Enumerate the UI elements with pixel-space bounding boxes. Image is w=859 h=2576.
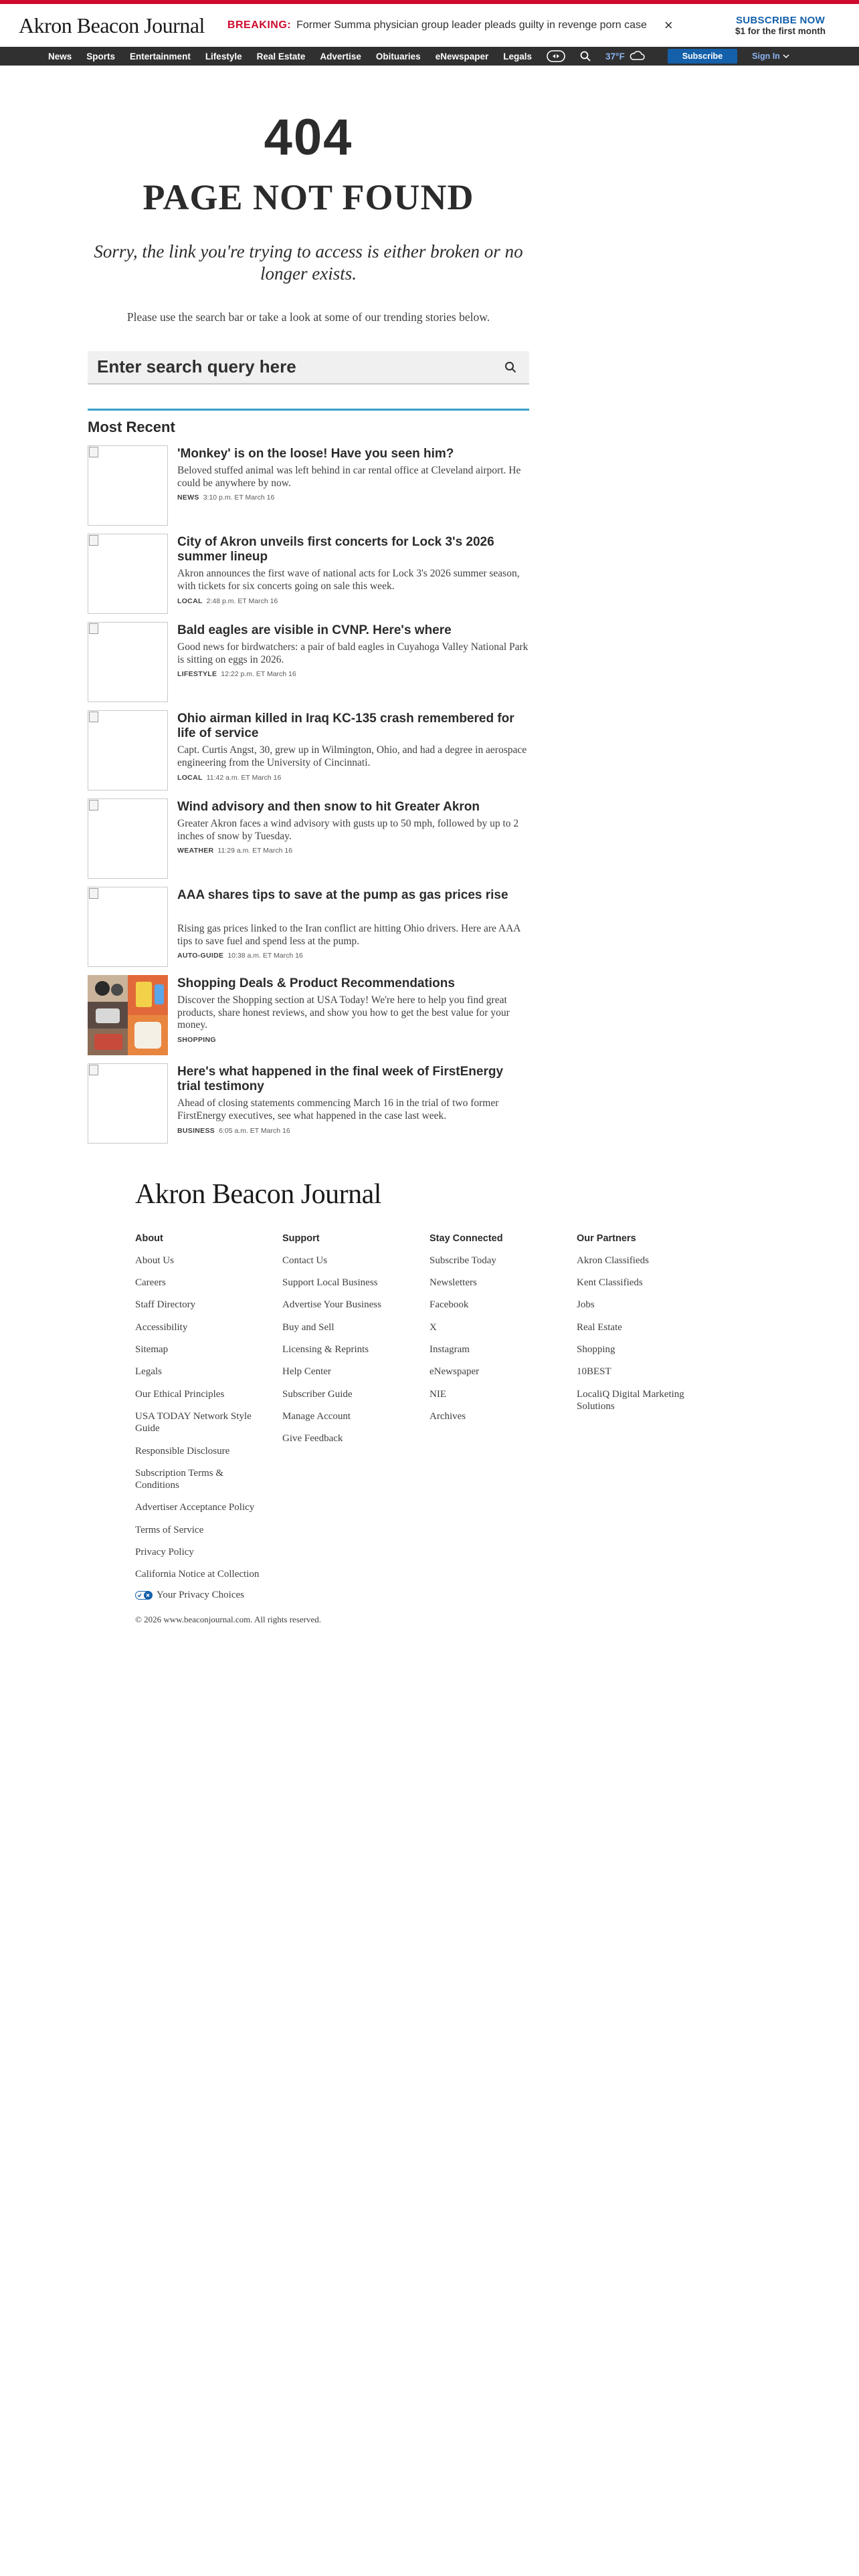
footer-link-give-feedback[interactable]: Give Feedback (282, 1433, 343, 1444)
breaking-label: BREAKING: (227, 19, 292, 31)
story-time: 11:42 a.m. ET March 16 (206, 773, 282, 782)
footer-link-facebook[interactable]: Facebook (430, 1299, 469, 1311)
story-summary: Good news for birdwatchers: a pair of bald eagles in Cuyahoga Valley National Park is sitting on eggs in 2026. (177, 641, 529, 665)
error-instructions: Please use the search bar or take a look at some of our trending stories below. (126, 310, 490, 324)
story-category: LOCAL (177, 597, 203, 605)
story-thumbnail[interactable] (88, 710, 168, 790)
story-meta (177, 847, 529, 855)
footer-col-about (135, 1233, 282, 1601)
section-divider (88, 409, 529, 411)
story-thumbnail[interactable] (88, 887, 168, 967)
close-icon[interactable]: × (664, 17, 673, 33)
footer-col-partners (577, 1233, 724, 1601)
footer-link-localiq[interactable]: LocaliQ Digital Marketing Solutions (577, 1388, 684, 1412)
subscribe-promo-price: $1 for the first month (735, 25, 826, 36)
subscribe-promo[interactable] (735, 15, 826, 37)
nav-item-legals[interactable]: Legals (503, 51, 533, 62)
footer-link-style-guide[interactable]: USA TODAY Network Style Guide (135, 1410, 252, 1434)
footer-col-heading: Stay Connected (430, 1232, 503, 1244)
footer-link-jobs[interactable]: Jobs (577, 1299, 595, 1311)
search-icon[interactable] (580, 51, 591, 62)
story-card[interactable] (88, 887, 529, 967)
footer-link-about-us[interactable]: About Us (135, 1255, 174, 1266)
error-message: Sorry, the link you're trying to access is either broken or no longer exists. (94, 241, 523, 284)
story-body (168, 887, 529, 967)
nav-item-sports[interactable]: Sports (86, 51, 116, 62)
footer-col-stay-connected (430, 1233, 577, 1601)
story-meta (177, 952, 529, 960)
story-card[interactable] (88, 1063, 529, 1144)
story-thumbnail[interactable] (88, 534, 168, 614)
broken-image-icon (89, 800, 98, 811)
nav-item-enewspaper[interactable]: eNewspaper (435, 51, 489, 62)
footer-logo[interactable]: Akron Beacon Journal (135, 1178, 381, 1210)
footer-link-privacy-policy[interactable]: Privacy Policy (135, 1547, 194, 1558)
sign-in-label: Sign In (752, 51, 780, 61)
footer-link-newsletters[interactable]: Newsletters (430, 1277, 477, 1289)
breaking-headline[interactable]: Former Summa physician group leader pleads guilty in revenge porn case (296, 19, 647, 31)
footer-link-california-notice[interactable]: California Notice at Collection (135, 1569, 260, 1580)
cloud-icon (629, 50, 645, 63)
story-category: NEWS (177, 494, 199, 502)
story-meta (177, 670, 529, 678)
story-thumbnail[interactable] (88, 1063, 168, 1144)
weather-widget[interactable] (605, 50, 645, 63)
footer-link-x[interactable]: X (430, 1321, 437, 1333)
shopping-thumbnail[interactable] (88, 975, 168, 1055)
footer-link-terms-of-service[interactable]: Terms of Service (135, 1524, 204, 1535)
story-body (168, 622, 529, 702)
error-code: 404 (264, 109, 353, 166)
story-headline[interactable]: Here's what happened in the final week of FirstEnergy trial testimony (177, 1064, 504, 1094)
footer-link-contact-us[interactable]: Contact Us (282, 1255, 328, 1266)
story-body (168, 710, 529, 790)
footer-link-kent-classifieds[interactable]: Kent Classifieds (577, 1277, 643, 1289)
story-category: WEATHER (177, 847, 214, 855)
broken-image-icon (89, 447, 98, 457)
privacy-choices-link[interactable] (135, 1590, 282, 1601)
story-card[interactable] (88, 798, 529, 879)
footer-link-subscriber-guide[interactable]: Subscriber Guide (282, 1388, 353, 1400)
story-headline[interactable]: Wind advisory and then snow to hit Greater Akron (177, 799, 480, 814)
story-summary: Greater Akron faces a wind advisory with gusts up to 50 mph, followed by up to 2 inches of snow by Tuesday. (177, 818, 519, 842)
nav-item-obituaries[interactable]: Obituaries (375, 51, 421, 62)
subscribe-promo-title[interactable]: SUBSCRIBE NOW (735, 14, 826, 26)
story-headline[interactable]: Ohio airman killed in Iraq KC-135 crash remembered for life of service (177, 711, 514, 741)
footer-link-legals[interactable]: Legals (135, 1366, 162, 1378)
story-body (168, 534, 529, 614)
search-icon (504, 361, 516, 373)
footer-link-subscribe-today[interactable]: Subscribe Today (430, 1255, 496, 1266)
search-button[interactable] (501, 358, 520, 377)
footer-link-ethical-principles[interactable]: Our Ethical Principles (135, 1388, 225, 1400)
footer-link-10best[interactable]: 10BEST (577, 1366, 611, 1378)
story-summary: Capt. Curtis Angst, 30, grew up in Wilmington, Ohio, and had a degree in aerospace engineering from the University of Cincinnati. (177, 744, 527, 768)
error-title: PAGE NOT FOUND (142, 177, 474, 217)
footer-link-enewspaper[interactable]: eNewspaper (430, 1366, 480, 1378)
footer-columns (135, 1233, 724, 1601)
footer-link-manage-account[interactable]: Manage Account (282, 1410, 351, 1422)
footer-link-buy-and-sell[interactable]: Buy and Sell (282, 1321, 335, 1333)
privacy-toggle-icon (135, 1591, 153, 1600)
broken-image-icon (89, 623, 98, 634)
story-card[interactable] (88, 534, 529, 614)
footer-link-archives[interactable]: Archives (430, 1410, 466, 1422)
story-meta (177, 774, 529, 782)
nav-item-news[interactable]: News (48, 51, 72, 62)
story-category: BUSINESS (177, 1126, 215, 1135)
story-headline[interactable]: City of Akron unveils first concerts for Lock 3's 2026 summer lineup (177, 534, 494, 564)
story-headline[interactable]: Shopping Deals & Product Recommendations (177, 976, 455, 990)
story-meta (177, 597, 529, 605)
site-footer (135, 1178, 724, 1625)
story-time: 6:05 a.m. ET March 16 (219, 1126, 290, 1135)
story-time: 2:48 p.m. ET March 16 (206, 597, 278, 605)
chevron-down-icon (783, 51, 789, 61)
footer-link-licensing[interactable]: Licensing & Reprints (282, 1344, 369, 1356)
story-headline[interactable]: 'Monkey' is on the loose! Have you seen him? (177, 446, 454, 461)
footer-link-advertiser-policy[interactable]: Advertiser Acceptance Policy (135, 1502, 255, 1513)
footer-link-help-center[interactable]: Help Center (282, 1366, 331, 1378)
story-meta (177, 1127, 529, 1135)
story-body (168, 975, 529, 1055)
weather-temp: 37°F (605, 51, 625, 62)
footer-link-accessibility[interactable]: Accessibility (135, 1321, 188, 1333)
story-body (168, 445, 529, 526)
story-thumbnail[interactable] (88, 445, 168, 526)
footer-col-heading: About (135, 1232, 163, 1244)
broken-image-icon (89, 1065, 98, 1075)
story-card[interactable] (88, 710, 529, 790)
footer-link-shopping[interactable]: Shopping (577, 1344, 615, 1356)
footer-link-akron-classifieds[interactable]: Akron Classifieds (577, 1255, 649, 1266)
footer-col-heading: Support (282, 1232, 320, 1244)
ai-chat-icon[interactable] (547, 50, 565, 62)
nav-item-entertainment[interactable]: Entertainment (130, 51, 191, 62)
broken-image-icon (89, 888, 98, 899)
story-meta (177, 1036, 529, 1044)
story-category: AUTO-GUIDE (177, 952, 224, 960)
main-content (88, 66, 529, 1144)
footer-link-advertise-business[interactable]: Advertise Your Business (282, 1299, 381, 1311)
footer-link-instagram[interactable]: Instagram (430, 1344, 470, 1356)
breaking-news-bar[interactable] (227, 17, 735, 34)
story-card[interactable] (88, 975, 529, 1055)
footer-link-nie[interactable]: NIE (430, 1388, 446, 1400)
story-thumbnail[interactable] (88, 622, 168, 702)
story-time: 10:38 a.m. ET March 16 (227, 952, 303, 960)
story-card[interactable] (88, 622, 529, 702)
story-category: LIFESTYLE (177, 670, 217, 679)
story-summary: Beloved stuffed animal was left behind in car rental office at Cleveland airport. He could be anywhere by now. (177, 465, 521, 489)
story-category: SHOPPING (177, 1035, 216, 1044)
site-header (0, 4, 859, 47)
copyright-notice: © 2026 www.beaconjournal.com. All rights reserved. (135, 1614, 321, 1624)
story-body (168, 1063, 529, 1144)
footer-link-real-estate[interactable]: Real Estate (577, 1321, 622, 1333)
footer-link-support-local[interactable]: Support Local Business (282, 1277, 378, 1289)
privacy-choices-label: Your Privacy Choices (157, 1589, 244, 1600)
nav-item-real-estate[interactable]: Real Estate (256, 51, 306, 62)
subscribe-button[interactable]: Subscribe (668, 49, 737, 64)
story-summary: Rising gas prices linked to the Iran conflict are hitting Ohio drivers. Here are AAA tips to save fuel and spend less at the pump. (177, 923, 520, 947)
search-input[interactable] (97, 356, 501, 377)
footer-col-support (282, 1233, 430, 1601)
story-card[interactable] (88, 445, 529, 526)
main-nav (0, 47, 859, 66)
sign-in-button[interactable] (752, 51, 789, 61)
nav-item-lifestyle[interactable]: Lifestyle (205, 51, 242, 62)
site-logo[interactable]: Akron Beacon Journal (19, 13, 205, 37)
story-summary: Akron announces the first wave of national acts for Lock 3's 2026 summer season, with tickets for six concerts going on sale this week. (177, 568, 520, 592)
story-headline[interactable]: Bald eagles are visible in CVNP. Here's where (177, 623, 452, 637)
story-summary: Discover the Shopping section at USA Today! We're here to help you find great products, share honest reviews, and show you how to get the best value for your money. (177, 994, 510, 1031)
story-body (168, 798, 529, 879)
story-time: 11:29 a.m. ET March 16 (217, 847, 293, 855)
footer-link-staff-directory[interactable]: Staff Directory (135, 1299, 196, 1311)
footer-link-sitemap[interactable]: Sitemap (135, 1344, 169, 1356)
footer-link-responsible-disclosure[interactable]: Responsible Disclosure (135, 1445, 230, 1457)
story-headline[interactable]: AAA shares tips to save at the pump as gas prices rise (177, 887, 508, 902)
nav-item-advertise[interactable]: Advertise (320, 51, 361, 62)
shopping-collage-image (88, 975, 168, 1055)
story-category: LOCAL (177, 773, 203, 782)
search-bar (88, 351, 529, 385)
story-time: 12:22 p.m. ET March 16 (221, 670, 296, 679)
most-recent-heading: Most Recent (88, 418, 175, 435)
broken-image-icon (89, 712, 98, 722)
broken-image-icon (89, 535, 98, 546)
footer-col-heading: Our Partners (577, 1232, 636, 1244)
footer-link-subscription-terms[interactable]: Subscription Terms & Conditions (135, 1467, 224, 1491)
story-thumbnail[interactable] (88, 798, 168, 879)
story-summary: Ahead of closing statements commencing March 16 in the trial of two former FirstEnergy executives, see what happened in the case last week. (177, 1097, 499, 1121)
story-meta (177, 494, 529, 502)
footer-link-careers[interactable]: Careers (135, 1277, 166, 1289)
story-time: 3:10 p.m. ET March 16 (203, 494, 275, 502)
